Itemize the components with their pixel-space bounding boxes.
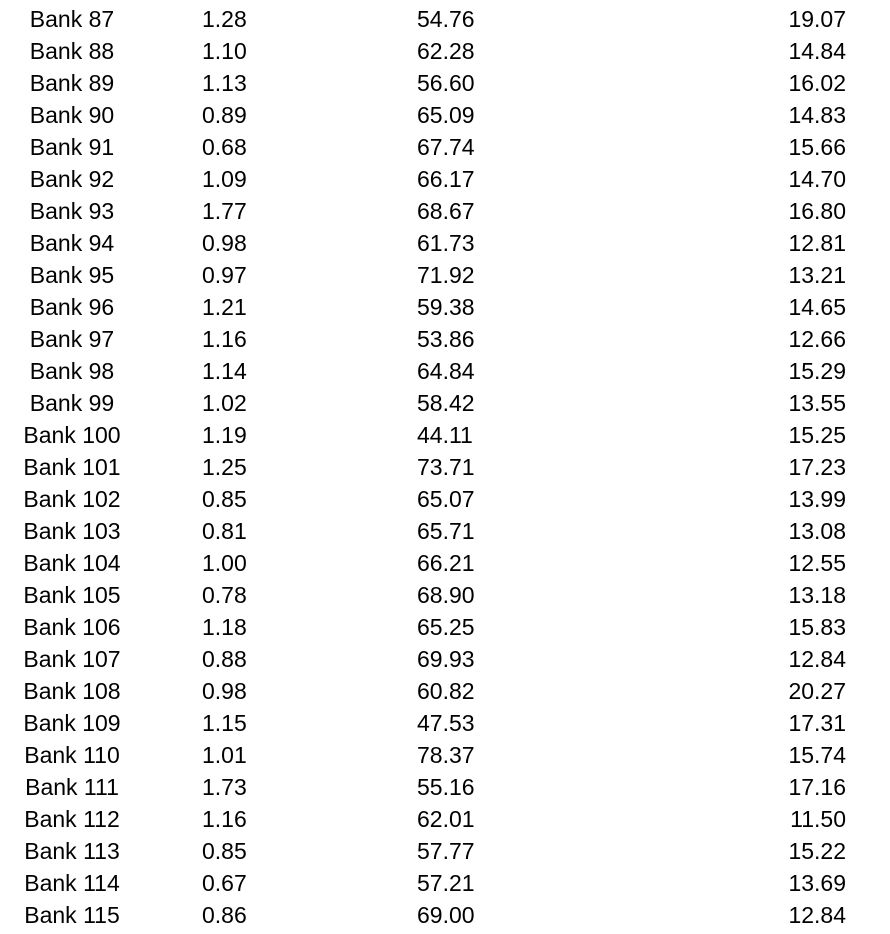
value-cell-1: 0.89	[202, 102, 247, 128]
bank-name-cell: Bank 110	[24, 742, 120, 768]
value-cell-2: 65.09	[417, 102, 475, 128]
table-row	[0, 291, 890, 323]
table-row	[0, 355, 890, 387]
bank-name-cell: Bank 95	[29, 262, 115, 288]
value-cell-1: 1.14	[202, 358, 247, 384]
value-cell-3: 11.50	[790, 806, 846, 832]
value-cell-2: 62.28	[417, 38, 475, 64]
value-cell-1: 1.16	[202, 806, 247, 832]
value-cell-1: 1.73	[202, 774, 247, 800]
value-cell-2: 71.92	[417, 262, 475, 288]
value-cell-1: 0.85	[202, 838, 247, 864]
table-row	[0, 67, 890, 99]
table-row	[0, 387, 890, 419]
value-cell-2: 69.93	[417, 646, 475, 672]
table-row	[0, 707, 890, 739]
table-row	[0, 579, 890, 611]
value-cell-1: 0.67	[202, 870, 247, 896]
value-cell-1: 1.15	[202, 710, 247, 736]
value-cell-2: 55.16	[417, 774, 475, 800]
bank-name-cell: Bank 111	[25, 774, 119, 800]
value-cell-3: 15.25	[788, 422, 846, 448]
value-cell-1: 1.16	[202, 326, 247, 352]
bank-name-cell: Bank 90	[29, 102, 115, 128]
table-row	[0, 195, 890, 227]
value-cell-1: 1.77	[202, 198, 247, 224]
table-row	[0, 675, 890, 707]
table-row	[0, 515, 890, 547]
value-cell-3: 12.84	[788, 646, 846, 672]
value-cell-2: 66.21	[417, 550, 475, 576]
value-cell-2: 61.73	[417, 230, 475, 256]
value-cell-3: 15.29	[788, 358, 846, 384]
value-cell-2: 67.74	[417, 134, 475, 160]
value-cell-3: 20.27	[788, 678, 846, 704]
table-row	[0, 419, 890, 451]
table-row	[0, 643, 890, 675]
bank-name-cell: Bank 100	[23, 422, 121, 448]
bank-name-cell: Bank 101	[23, 454, 121, 480]
value-cell-2: 66.17	[417, 166, 475, 192]
value-cell-1: 1.25	[202, 454, 247, 480]
bank-name-cell: Bank 99	[29, 390, 115, 416]
value-cell-3: 15.74	[788, 742, 846, 768]
table-row	[0, 163, 890, 195]
table-row	[0, 771, 890, 803]
bank-name-cell: Bank 109	[23, 710, 121, 736]
value-cell-1: 0.97	[202, 262, 247, 288]
bank-name-cell: Bank 87	[29, 6, 115, 32]
value-cell-3: 19.07	[788, 6, 846, 32]
bank-name-cell: Bank 106	[23, 614, 121, 640]
value-cell-3: 13.99	[788, 486, 846, 512]
value-cell-2: 65.25	[417, 614, 475, 640]
bank-name-cell: Bank 93	[29, 198, 115, 224]
value-cell-1: 0.98	[202, 678, 247, 704]
value-cell-2: 53.86	[417, 326, 475, 352]
bank-name-cell: Bank 112	[24, 806, 120, 832]
value-cell-3: 12.55	[788, 550, 846, 576]
value-cell-2: 73.71	[417, 454, 475, 480]
value-cell-3: 13.18	[788, 582, 846, 608]
bank-name-cell: Bank 115	[24, 902, 120, 928]
value-cell-1: 1.09	[202, 166, 247, 192]
value-cell-1: 1.00	[202, 550, 247, 576]
value-cell-2: 57.21	[417, 870, 475, 896]
value-cell-2: 57.77	[417, 838, 475, 864]
table-row	[0, 227, 890, 259]
bank-name-cell: Bank 113	[24, 838, 120, 864]
value-cell-3: 12.81	[788, 230, 846, 256]
value-cell-3: 14.84	[788, 38, 846, 64]
value-cell-3: 14.65	[788, 294, 846, 320]
value-cell-3: 17.23	[788, 454, 846, 480]
bank-name-cell: Bank 88	[29, 38, 115, 64]
bank-name-cell: Bank 114	[24, 870, 120, 896]
value-cell-2: 58.42	[417, 390, 475, 416]
table-row	[0, 259, 890, 291]
table-row	[0, 611, 890, 643]
value-cell-1: 0.78	[202, 582, 247, 608]
value-cell-1: 0.68	[202, 134, 247, 160]
bank-name-cell: Bank 89	[29, 70, 115, 96]
table-row	[0, 99, 890, 131]
value-cell-3: 12.66	[788, 326, 846, 352]
value-cell-1: 1.28	[202, 6, 247, 32]
value-cell-1: 1.02	[202, 390, 247, 416]
value-cell-1: 0.98	[202, 230, 247, 256]
bank-name-cell: Bank 107	[23, 646, 121, 672]
table-row	[0, 739, 890, 771]
value-cell-1: 0.85	[202, 486, 247, 512]
value-cell-1: 1.10	[202, 38, 247, 64]
table-row	[0, 803, 890, 835]
value-cell-3: 13.69	[788, 870, 846, 896]
value-cell-3: 13.21	[788, 262, 846, 288]
value-cell-3: 17.31	[788, 710, 846, 736]
value-cell-3: 16.80	[788, 198, 846, 224]
table-row	[0, 451, 890, 483]
value-cell-2: 68.90	[417, 582, 475, 608]
value-cell-2: 69.00	[417, 902, 475, 928]
bank-name-cell: Bank 96	[29, 294, 115, 320]
value-cell-1: 0.86	[202, 902, 247, 928]
table-row	[0, 3, 890, 35]
value-cell-2: 44.11	[417, 422, 473, 448]
value-cell-2: 68.67	[417, 198, 475, 224]
value-cell-1: 1.13	[202, 70, 247, 96]
value-cell-1: 1.01	[202, 742, 247, 768]
value-cell-3: 13.55	[788, 390, 846, 416]
value-cell-2: 60.82	[417, 678, 475, 704]
table-row	[0, 835, 890, 867]
bank-name-cell: Bank 102	[23, 486, 121, 512]
value-cell-2: 78.37	[417, 742, 475, 768]
value-cell-2: 62.01	[417, 806, 475, 832]
value-cell-3: 13.08	[788, 518, 846, 544]
value-cell-2: 64.84	[417, 358, 475, 384]
value-cell-2: 47.53	[417, 710, 475, 736]
value-cell-1: 1.21	[202, 294, 247, 320]
table-row	[0, 547, 890, 579]
value-cell-3: 14.83	[788, 102, 846, 128]
table-row	[0, 483, 890, 515]
bank-name-cell: Bank 92	[29, 166, 115, 192]
bank-name-cell: Bank 91	[29, 134, 115, 160]
bank-name-cell: Bank 108	[23, 678, 121, 704]
table-row	[0, 867, 890, 899]
bank-name-cell: Bank 103	[23, 518, 121, 544]
value-cell-3: 16.02	[788, 70, 846, 96]
value-cell-1: 1.19	[202, 422, 247, 448]
value-cell-2: 59.38	[417, 294, 475, 320]
table-row	[0, 323, 890, 355]
value-cell-3: 15.83	[788, 614, 846, 640]
value-cell-1: 0.88	[202, 646, 247, 672]
bank-name-cell: Bank 105	[23, 582, 121, 608]
table-row	[0, 899, 890, 931]
value-cell-2: 65.71	[417, 518, 475, 544]
value-cell-3: 17.16	[788, 774, 846, 800]
table-row	[0, 131, 890, 163]
bank-name-cell: Bank 104	[23, 550, 121, 576]
value-cell-3: 12.84	[788, 902, 846, 928]
bank-name-cell: Bank 98	[29, 358, 115, 384]
value-cell-2: 65.07	[417, 486, 475, 512]
bank-name-cell: Bank 97	[29, 326, 115, 352]
value-cell-2: 54.76	[417, 6, 475, 32]
table-row	[0, 35, 890, 67]
value-cell-3: 14.70	[788, 166, 846, 192]
value-cell-3: 15.66	[788, 134, 846, 160]
value-cell-2: 56.60	[417, 70, 475, 96]
bank-name-cell: Bank 94	[29, 230, 115, 256]
value-cell-1: 0.81	[202, 518, 247, 544]
value-cell-1: 1.18	[202, 614, 247, 640]
value-cell-3: 15.22	[788, 838, 846, 864]
data-table	[0, 3, 890, 931]
